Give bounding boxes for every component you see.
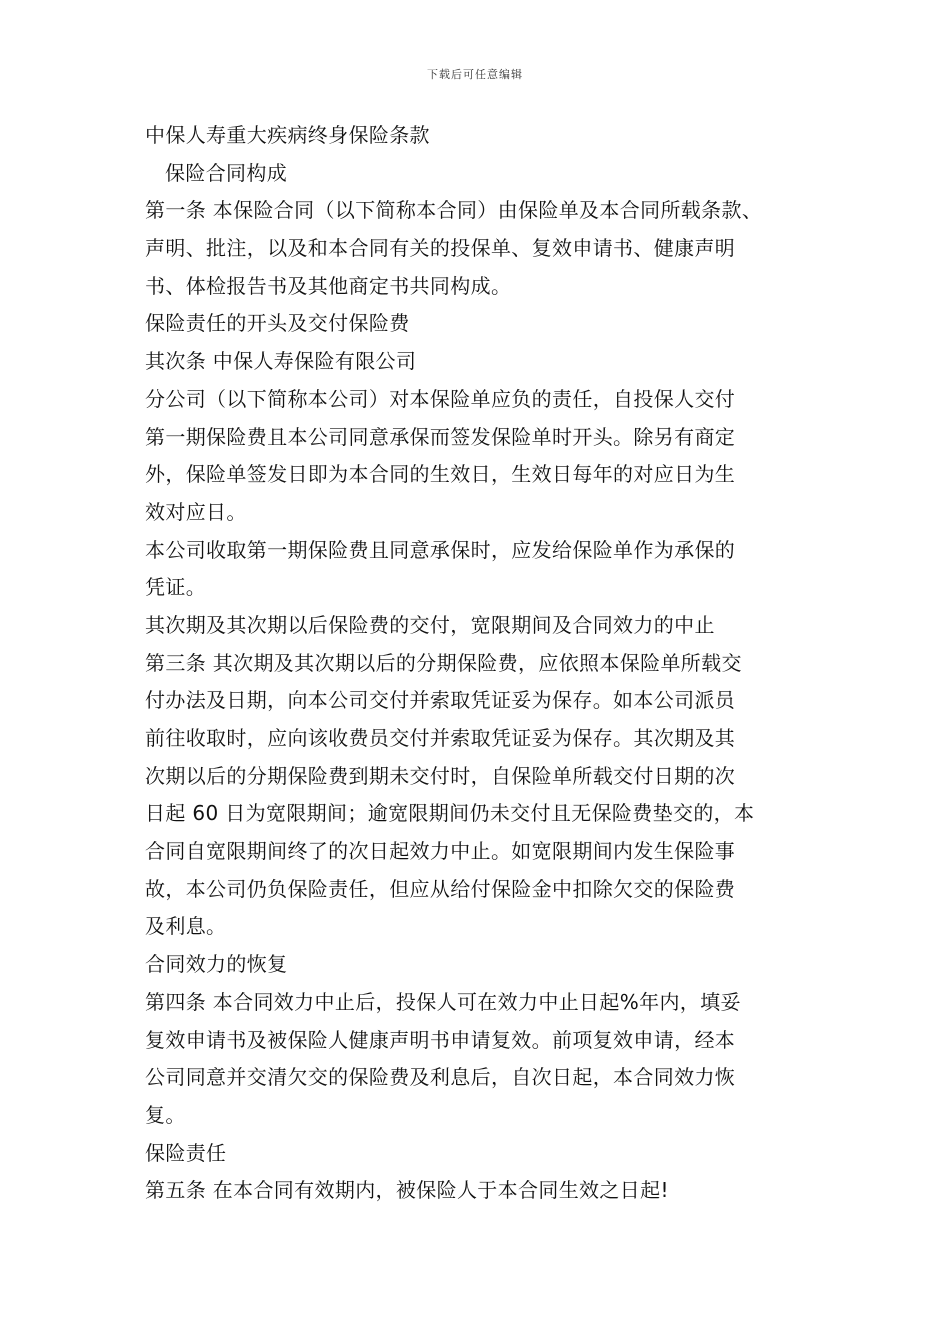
text-line: 分公司（以下简称本公司）对本保险单应负的责任，自投保人交付 xyxy=(145,386,736,411)
text-line: 前往收取时，应向该收费员交付并索取凭证妥为保存。其次期及其 xyxy=(145,726,736,750)
section-heading: 保险合同构成 xyxy=(165,160,288,185)
text-line: 其次条 中保人寿保险有限公司 xyxy=(145,349,417,374)
text-line: 复。 xyxy=(145,1102,186,1127)
text-line: 日起 60 日为宽限期间；逾宽限期间仍未交付且无保险费垫交的，本 xyxy=(145,801,755,826)
section-heading: 其次期及其次期以后保险费的交付，宽限期间及合同效力的中止 xyxy=(145,612,715,637)
section-heading: 保险责任 xyxy=(145,1140,227,1165)
text-line: 第一条 本保险合同（以下简称本合同）由保险单及本合同所载条款、 xyxy=(145,198,763,223)
text-line: 本公司收取第一期保险费且同意承保时，应发给保险单作为承保的 xyxy=(145,537,736,562)
page-header-note: 下载后可任意编辑 xyxy=(427,68,523,81)
text-line: 外，保险单签发日即为本合同的生效日，生效日每年的对应日为生 xyxy=(145,462,736,487)
section-heading: 合同效力的恢复 xyxy=(145,952,288,977)
text-line: 声明、批注，以及和本合同有关的投保单、复效申请书、健康声明 xyxy=(145,236,736,261)
text-line: 公司同意并交清欠交的保险费及利息后，自次日起，本合同效力恢 xyxy=(145,1065,736,1090)
text-line: 第五条 在本合同有效期内，被保险人于本合同生效之日起! xyxy=(145,1178,669,1203)
document-body xyxy=(145,117,815,1210)
section-heading: 保险责任的开头及交付保险费 xyxy=(145,311,410,336)
text-line: 第四条 本合同效力中止后，投保人可在效力中止日起%年内，填妥 xyxy=(145,989,741,1014)
text-line: 故，本公司仍负保险责任，但应从给付保险金中扣除欠交的保险费 xyxy=(145,876,736,901)
text-line: 第一期保险费且本公司同意承保而签发保险单时开头。除另有商定 xyxy=(145,424,736,449)
text-line: 凭证。 xyxy=(145,575,207,600)
text-line: 付办法及日期，向本公司交付并索取凭证妥为保存。如本公司派员 xyxy=(145,688,736,713)
text-line: 合同自宽限期间终了的次日起效力中止。如宽限期间内发生保险事 xyxy=(145,839,736,864)
text-line: 第三条 其次期及其次期以后的分期保险费，应依照本保险单所载交 xyxy=(145,650,742,675)
text-line: 及利息。 xyxy=(145,914,227,939)
text-line: 复效申请书及被保险人健康声明书申请复效。前项复效申请，经本 xyxy=(145,1027,736,1052)
document-title: 中保人寿重大疾病终身保险条款 xyxy=(145,123,430,147)
text-line: 次期以后的分期保险费到期未交付时，自保险单所载交付日期的次 xyxy=(145,763,736,788)
text-line: 效对应日。 xyxy=(145,499,247,524)
text-line: 书、体检报告书及其他商定书共同构成。 xyxy=(145,273,512,298)
